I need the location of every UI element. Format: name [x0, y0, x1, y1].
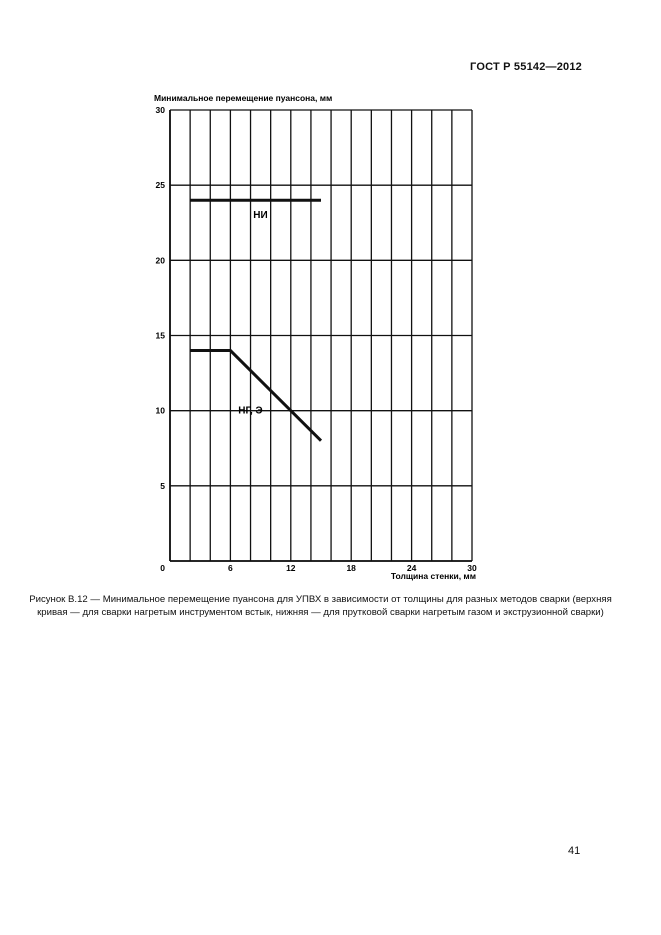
figure-caption: Рисунок В.12 — Минимальное перемещение пуансона для УПВХ в зависимости от толщины для разных методов сварки (верхняя кривая — для сварки нагретым инструментом встык, нижняя — для прутковой сварки нагретым газом и экструзионной сварки): [29, 594, 612, 618]
y-axis-label: Минимальное перемещение пуансона, мм: [154, 93, 333, 103]
grid: [170, 110, 472, 561]
y-tick-label: 10: [155, 405, 165, 416]
document-id: ГОСТ Р 55142—2012: [470, 61, 582, 73]
series-label: НИ: [253, 210, 268, 222]
series-label: НГ, Э: [238, 405, 263, 417]
x-tick-label: 12: [286, 563, 296, 573]
y-tick-label: 5: [160, 480, 165, 491]
y-tick-label: 25: [155, 180, 165, 191]
x-tick-label: 24: [406, 563, 417, 573]
y-tick-label: 30: [155, 105, 165, 115]
tick-labels: [156, 105, 477, 573]
x-tick-label: 0: [160, 563, 165, 573]
x-tick-label: 6: [228, 563, 233, 573]
x-axis-label: Толщина стенки, мм: [390, 571, 476, 581]
x-tick-label: 18: [346, 563, 356, 573]
x-tick-label: 30: [467, 563, 477, 573]
page-number: 41: [568, 845, 581, 857]
y-tick-label: 20: [155, 255, 165, 266]
y-tick-label: 15: [155, 330, 165, 341]
